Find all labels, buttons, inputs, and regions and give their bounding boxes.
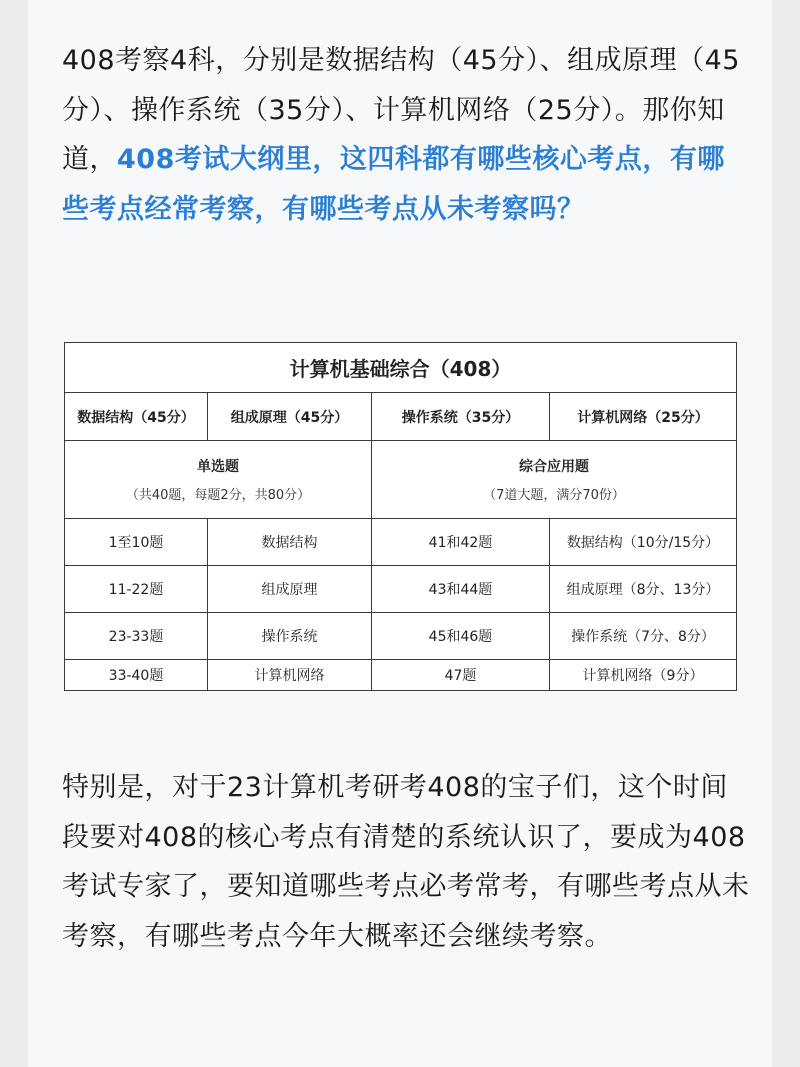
subject-cell: 计算机网络（25分） (550, 393, 737, 441)
table-cell: 操作系统（7分、8分） (550, 613, 737, 660)
table-row (65, 660, 737, 691)
table-cell: 计算机网络 (208, 660, 372, 691)
table-cell: 43和44题 (372, 566, 550, 613)
subject-cell: 组成原理（45分） (208, 393, 372, 441)
table-cell: 41和42题 (372, 519, 550, 566)
table-cell: 33-40题 (65, 660, 208, 691)
table-cell: 45和46题 (372, 613, 550, 660)
article-page (28, 0, 772, 1067)
intro-highlight-text: 408考试大纲里，这四科都有哪些核心考点，有哪些考点经常考察，有哪些考点从未考察吗？ (62, 144, 725, 225)
intro-text: 408考察4科，分别是数据结构（45分）、组成原理（45分）、操作系统（35分）、计算机网络（25分）。那你知道， (62, 45, 740, 175)
table-row (65, 613, 737, 660)
table-cell: 组成原理 (208, 566, 372, 613)
table-cell: 23-33题 (65, 613, 208, 660)
subject-cell: 操作系统（35分） (372, 393, 550, 441)
subject-cell: 数据结构（45分） (65, 393, 208, 441)
table-cell: 11-22题 (65, 566, 208, 613)
table-cell: 数据结构（10分/15分） (550, 519, 737, 566)
table-row (65, 519, 737, 566)
question-type-row (65, 441, 737, 519)
subject-row (65, 393, 737, 441)
table-cell: 1至10题 (65, 519, 208, 566)
comprehensive-cell (372, 441, 737, 519)
single-choice-cell (65, 441, 372, 519)
table-cell: 数据结构 (208, 519, 372, 566)
single-choice-desc: （共40题，每题2分，共80分） (125, 488, 311, 503)
single-choice-name: 单选题 (197, 459, 239, 475)
exam-structure-table (64, 342, 737, 691)
table-cell: 组成原理（8分、13分） (550, 566, 737, 613)
table-title-row (65, 343, 737, 393)
table-cell: 47题 (372, 660, 550, 691)
table-row (65, 566, 737, 613)
table-title: 计算机基础综合（408） (65, 343, 737, 393)
comprehensive-name: 综合应用题 (519, 459, 589, 475)
table-cell: 操作系统 (208, 613, 372, 660)
table-cell: 计算机网络（9分） (550, 660, 737, 691)
comprehensive-desc: （7道大题，满分70份） (483, 488, 625, 503)
closing-paragraph: 特别是，对于23计算机考研考408的宝子们，这个时间段要对408的核心考点有清楚的系统认识了，要成为408考试专家了，要知道哪些考点必考常考，有哪些考点从未考察，有哪些考点今年大概率还会继续考察。 (62, 772, 750, 952)
intro-paragraph (62, 36, 752, 234)
